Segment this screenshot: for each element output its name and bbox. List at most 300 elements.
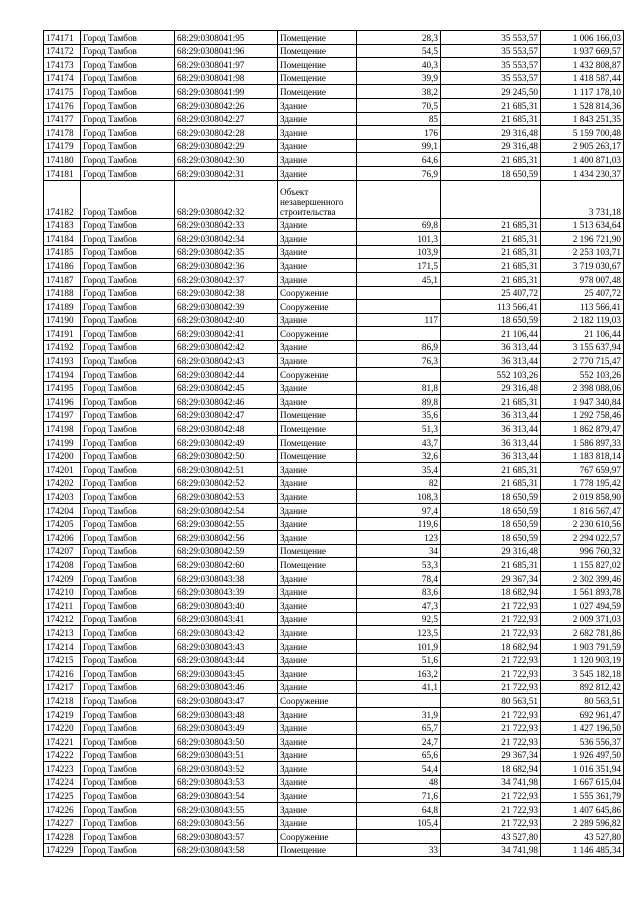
table-row [44, 735, 624, 749]
row-number-cell: 174193 [44, 354, 81, 368]
object-type-cell: Здание [278, 803, 357, 817]
cadastral-value-cell: 1 947 340,84 [541, 395, 624, 409]
area-cell: 101,9 [357, 639, 441, 653]
specific-value-cell: 18 682,94 [441, 585, 541, 599]
object-type-cell: Здание [278, 259, 357, 273]
area-cell: 123,5 [357, 626, 441, 640]
area-cell: 53,3 [357, 558, 441, 572]
cadastral-value-cell: 80 563,51 [541, 694, 624, 708]
locality-cell: Город Тамбов [81, 490, 175, 504]
area-cell: 97,4 [357, 504, 441, 518]
cadastral-number-cell: 68:29:0308042:41 [175, 327, 278, 341]
cadastral-number-cell: 68:29:0308042:59 [175, 544, 278, 558]
area-cell: 39,9 [357, 71, 441, 85]
locality-cell: Город Тамбов [81, 762, 175, 776]
cadastral-value-cell: 3 545 182,18 [541, 667, 624, 681]
cadastral-value-cell: 1 006 166,03 [541, 31, 624, 45]
area-cell: 40,3 [357, 58, 441, 72]
table-row [44, 830, 624, 844]
cadastral-value-cell: 113 566,41 [541, 300, 624, 314]
cadastral-number-cell: 68:29:0308042:48 [175, 422, 278, 436]
cadastral-number-cell: 68:29:0308042:52 [175, 476, 278, 490]
row-number-cell: 174205 [44, 517, 81, 531]
area-cell: 34 [357, 544, 441, 558]
cadastral-value-cell: 1 667 615,04 [541, 775, 624, 789]
locality-cell: Город Тамбов [81, 354, 175, 368]
locality-cell: Город Тамбов [81, 71, 175, 85]
locality-cell: Город Тамбов [81, 667, 175, 681]
cadastral-number-cell: 68:29:0308042:34 [175, 232, 278, 246]
cadastral-number-cell: 68:29:0308043:51 [175, 748, 278, 762]
row-number-cell: 174218 [44, 694, 81, 708]
table-row [44, 71, 624, 85]
cadastral-value-cell: 1 292 758,46 [541, 408, 624, 422]
cadastral-value-cell: 1 183 818,14 [541, 449, 624, 463]
row-number-cell: 174180 [44, 153, 81, 167]
row-number-cell: 174185 [44, 245, 81, 259]
cadastral-number-cell: 68:29:0308042:39 [175, 300, 278, 314]
object-type-cell: Здание [278, 626, 357, 640]
area-cell: 86,9 [357, 340, 441, 354]
cadastral-value-cell: 2 302 399,46 [541, 571, 624, 585]
row-number-cell: 174179 [44, 139, 81, 153]
cadastral-value-cell: 536 556,37 [541, 735, 624, 749]
locality-cell: Город Тамбов [81, 286, 175, 300]
table-row [44, 126, 624, 140]
locality-cell: Город Тамбов [81, 585, 175, 599]
object-type-cell: Здание [278, 340, 357, 354]
table-row [44, 180, 624, 218]
cadastral-number-cell: 68:29:0308043:46 [175, 680, 278, 694]
table-row [44, 762, 624, 776]
row-number-cell: 174221 [44, 735, 81, 749]
locality-cell: Город Тамбов [81, 408, 175, 422]
locality-cell: Город Тамбов [81, 112, 175, 126]
area-cell: 76,9 [357, 166, 441, 180]
area-cell: 64,6 [357, 153, 441, 167]
row-number-cell: 174209 [44, 571, 81, 585]
table-row [44, 476, 624, 490]
area-cell: 83,6 [357, 585, 441, 599]
object-type-cell: Помещение [278, 544, 357, 558]
cadastral-value-cell: 1 862 879,47 [541, 422, 624, 436]
object-type-cell: Здание [278, 272, 357, 286]
row-number-cell: 174171 [44, 31, 81, 45]
specific-value-cell: 21 685,31 [441, 98, 541, 112]
table-row [44, 153, 624, 167]
table-row [44, 31, 624, 45]
row-number-cell: 174211 [44, 599, 81, 613]
cadastral-value-cell: 2 009 371,03 [541, 612, 624, 626]
cadastral-value-cell: 892 812,42 [541, 680, 624, 694]
locality-cell: Город Тамбов [81, 218, 175, 232]
object-type-cell: Здание [278, 531, 357, 545]
cadastral-value-cell: 3 719 030,67 [541, 259, 624, 273]
area-cell: 64,8 [357, 803, 441, 817]
cadastral-value-cell: 2 253 103,71 [541, 245, 624, 259]
area-cell: 54,4 [357, 762, 441, 776]
object-type-cell: Здание [278, 599, 357, 613]
cadastral-value-cell: 21 106,44 [541, 327, 624, 341]
object-type-cell: Здание [278, 463, 357, 477]
cadastral-number-cell: 68:29:0308042:37 [175, 272, 278, 286]
locality-cell: Город Тамбов [81, 272, 175, 286]
object-type-cell: Здание [278, 735, 357, 749]
cadastral-number-cell: 68:29:0308042:38 [175, 286, 278, 300]
row-number-cell: 174190 [44, 313, 81, 327]
document-page [43, 30, 623, 857]
table-row [44, 44, 624, 58]
table-row [44, 98, 624, 112]
area-cell: 54,5 [357, 44, 441, 58]
cadastral-value-cell: 5 159 700,48 [541, 126, 624, 140]
specific-value-cell: 35 553,57 [441, 58, 541, 72]
specific-value-cell: 18 650,59 [441, 490, 541, 504]
cadastral-number-cell: 68:29:0308043:40 [175, 599, 278, 613]
object-type-cell: Здание [278, 680, 357, 694]
row-number-cell: 174227 [44, 816, 81, 830]
locality-cell: Город Тамбов [81, 395, 175, 409]
row-number-cell: 174191 [44, 327, 81, 341]
object-type-cell: Помещение [278, 436, 357, 450]
locality-cell: Город Тамбов [81, 843, 175, 857]
cadastral-number-cell: 68:29:0308043:43 [175, 639, 278, 653]
table-row [44, 408, 624, 422]
table-row [44, 58, 624, 72]
cadastral-value-cell: 2 905 263,17 [541, 139, 624, 153]
locality-cell: Город Тамбов [81, 830, 175, 844]
area-cell: 117 [357, 313, 441, 327]
specific-value-cell: 21 722,93 [441, 626, 541, 640]
row-number-cell: 174222 [44, 748, 81, 762]
row-number-cell: 174188 [44, 286, 81, 300]
row-number-cell: 174186 [44, 259, 81, 273]
table-row [44, 112, 624, 126]
row-number-cell: 174213 [44, 626, 81, 640]
row-number-cell: 174195 [44, 381, 81, 395]
locality-cell: Город Тамбов [81, 531, 175, 545]
row-number-cell: 174172 [44, 44, 81, 58]
table-row [44, 422, 624, 436]
specific-value-cell: 21 685,31 [441, 463, 541, 477]
row-number-cell: 174187 [44, 272, 81, 286]
specific-value-cell: 21 685,31 [441, 395, 541, 409]
locality-cell: Город Тамбов [81, 558, 175, 572]
specific-value-cell: 35 553,57 [441, 71, 541, 85]
row-number-cell: 174204 [44, 504, 81, 518]
object-type-cell: Здание [278, 139, 357, 153]
row-number-cell: 174196 [44, 395, 81, 409]
cadastral-value-cell: 2 398 088,06 [541, 381, 624, 395]
table-row [44, 449, 624, 463]
cadastral-value-cell: 1 778 195,42 [541, 476, 624, 490]
specific-value-cell: 21 722,93 [441, 735, 541, 749]
cadastral-number-cell: 68:29:0308042:43 [175, 354, 278, 368]
specific-value-cell: 29 367,34 [441, 571, 541, 585]
area-cell: 78,4 [357, 571, 441, 585]
cadastral-number-cell: 68:29:0308042:54 [175, 504, 278, 518]
cadastral-value-table [43, 30, 624, 857]
locality-cell: Город Тамбов [81, 721, 175, 735]
locality-cell: Город Тамбов [81, 381, 175, 395]
table-row [44, 680, 624, 694]
cadastral-value-cell: 2 019 858,90 [541, 490, 624, 504]
locality-cell: Город Тамбов [81, 422, 175, 436]
table-row [44, 272, 624, 286]
cadastral-number-cell: 68:29:0308043:41 [175, 612, 278, 626]
cadastral-value-cell: 1 427 196,50 [541, 721, 624, 735]
locality-cell: Город Тамбов [81, 517, 175, 531]
area-cell: 41,1 [357, 680, 441, 694]
row-number-cell: 174217 [44, 680, 81, 694]
locality-cell: Город Тамбов [81, 436, 175, 450]
table-row [44, 694, 624, 708]
locality-cell: Город Тамбов [81, 449, 175, 463]
area-cell: 123 [357, 531, 441, 545]
object-type-cell: Здание [278, 571, 357, 585]
locality-cell: Город Тамбов [81, 789, 175, 803]
specific-value-cell: 18 650,59 [441, 313, 541, 327]
locality-cell: Город Тамбов [81, 775, 175, 789]
locality-cell: Город Тамбов [81, 571, 175, 585]
locality-cell: Город Тамбов [81, 803, 175, 817]
table-row [44, 300, 624, 314]
locality-cell: Город Тамбов [81, 368, 175, 382]
row-number-cell: 174223 [44, 762, 81, 776]
cadastral-value-cell: 1 120 903,19 [541, 653, 624, 667]
cadastral-value-cell: 2 770 715,47 [541, 354, 624, 368]
cadastral-number-cell: 68:29:0308041:97 [175, 58, 278, 72]
object-type-cell: Здание [278, 585, 357, 599]
locality-cell: Город Тамбов [81, 748, 175, 762]
specific-value-cell: 21 722,93 [441, 667, 541, 681]
specific-value-cell: 29 245,50 [441, 85, 541, 99]
table-row [44, 436, 624, 450]
cadastral-number-cell: 68:29:0308042:27 [175, 112, 278, 126]
table-row [44, 775, 624, 789]
locality-cell: Город Тамбов [81, 232, 175, 246]
row-number-cell: 174199 [44, 436, 81, 450]
area-cell: 69,8 [357, 218, 441, 232]
cadastral-number-cell: 68:29:0308042:46 [175, 395, 278, 409]
cadastral-value-cell: 1 146 485,34 [541, 843, 624, 857]
cadastral-value-cell: 1 926 497,50 [541, 748, 624, 762]
cadastral-value-cell: 2 289 596,82 [541, 816, 624, 830]
object-type-cell: Помещение [278, 422, 357, 436]
table-row [44, 816, 624, 830]
specific-value-cell: 29 316,48 [441, 139, 541, 153]
cadastral-number-cell: 68:29:0308042:49 [175, 436, 278, 450]
object-type-cell: Помещение [278, 58, 357, 72]
locality-cell: Город Тамбов [81, 44, 175, 58]
specific-value-cell: 21 685,31 [441, 476, 541, 490]
cadastral-number-cell: 68:29:0308041:98 [175, 71, 278, 85]
table-row [44, 166, 624, 180]
object-type-cell: Здание [278, 245, 357, 259]
cadastral-number-cell: 68:29:0308043:54 [175, 789, 278, 803]
locality-cell: Город Тамбов [81, 612, 175, 626]
specific-value-cell: 18 650,59 [441, 531, 541, 545]
cadastral-value-cell: 2 230 610,56 [541, 517, 624, 531]
specific-value-cell: 113 566,41 [441, 300, 541, 314]
area-cell [357, 830, 441, 844]
object-type-cell: Помещение [278, 408, 357, 422]
object-type-cell: Объект незавершенного строительства [278, 180, 357, 218]
cadastral-number-cell: 68:29:0308043:50 [175, 735, 278, 749]
cadastral-value-cell: 1 027 494,59 [541, 599, 624, 613]
cadastral-number-cell: 68:29:0308042:44 [175, 368, 278, 382]
specific-value-cell: 21 685,31 [441, 112, 541, 126]
table-row [44, 612, 624, 626]
table-row [44, 85, 624, 99]
object-type-cell: Здание [278, 218, 357, 232]
area-cell [357, 300, 441, 314]
row-number-cell: 174184 [44, 232, 81, 246]
cadastral-value-cell: 1 418 587,44 [541, 71, 624, 85]
locality-cell: Город Тамбов [81, 599, 175, 613]
cadastral-number-cell: 68:29:0308042:60 [175, 558, 278, 572]
locality-cell: Город Тамбов [81, 504, 175, 518]
area-cell: 47,3 [357, 599, 441, 613]
specific-value-cell: 21 722,93 [441, 707, 541, 721]
object-type-cell: Здание [278, 490, 357, 504]
row-number-cell: 174225 [44, 789, 81, 803]
locality-cell: Город Тамбов [81, 153, 175, 167]
cadastral-number-cell: 68:29:0308042:42 [175, 340, 278, 354]
cadastral-number-cell: 68:29:0308043:52 [175, 762, 278, 776]
table-row [44, 368, 624, 382]
specific-value-cell: 29 316,48 [441, 381, 541, 395]
cadastral-value-cell: 1 432 808,87 [541, 58, 624, 72]
specific-value-cell: 36 313,44 [441, 354, 541, 368]
table-row [44, 531, 624, 545]
table-row [44, 504, 624, 518]
area-cell: 108,3 [357, 490, 441, 504]
area-cell: 171,5 [357, 259, 441, 273]
table-row [44, 381, 624, 395]
locality-cell: Город Тамбов [81, 85, 175, 99]
row-number-cell: 174197 [44, 408, 81, 422]
row-number-cell: 174212 [44, 612, 81, 626]
cadastral-value-cell: 1 016 351,94 [541, 762, 624, 776]
locality-cell: Город Тамбов [81, 626, 175, 640]
area-cell: 76,3 [357, 354, 441, 368]
object-type-cell: Здание [278, 789, 357, 803]
row-number-cell: 174202 [44, 476, 81, 490]
cadastral-value-cell: 1 407 645,86 [541, 803, 624, 817]
specific-value-cell: 21 722,93 [441, 803, 541, 817]
object-type-cell: Помещение [278, 843, 357, 857]
locality-cell: Город Тамбов [81, 653, 175, 667]
row-number-cell: 174216 [44, 667, 81, 681]
table-row [44, 544, 624, 558]
cadastral-number-cell: 68:29:0308042:29 [175, 139, 278, 153]
area-cell: 48 [357, 775, 441, 789]
row-number-cell: 174175 [44, 85, 81, 99]
table-row [44, 232, 624, 246]
object-type-cell: Здание [278, 232, 357, 246]
row-number-cell: 174173 [44, 58, 81, 72]
specific-value-cell: 18 650,59 [441, 517, 541, 531]
row-number-cell: 174206 [44, 531, 81, 545]
specific-value-cell: 21 722,93 [441, 680, 541, 694]
cadastral-number-cell: 68:29:0308043:45 [175, 667, 278, 681]
cadastral-value-cell: 2 196 721,90 [541, 232, 624, 246]
row-number-cell: 174210 [44, 585, 81, 599]
cadastral-value-cell: 1 434 230,37 [541, 166, 624, 180]
object-type-cell: Здание [278, 667, 357, 681]
specific-value-cell: 29 316,48 [441, 544, 541, 558]
specific-value-cell: 18 650,59 [441, 166, 541, 180]
object-type-cell: Помещение [278, 85, 357, 99]
table-row [44, 463, 624, 477]
area-cell: 105,4 [357, 816, 441, 830]
area-cell: 92,5 [357, 612, 441, 626]
specific-value-cell: 21 722,93 [441, 816, 541, 830]
cadastral-number-cell: 68:29:0308043:56 [175, 816, 278, 830]
table-row [44, 789, 624, 803]
row-number-cell: 174224 [44, 775, 81, 789]
table-row [44, 707, 624, 721]
specific-value-cell: 36 313,44 [441, 340, 541, 354]
object-type-cell: Здание [278, 517, 357, 531]
locality-cell: Город Тамбов [81, 680, 175, 694]
row-number-cell: 174207 [44, 544, 81, 558]
object-type-cell: Здание [278, 504, 357, 518]
object-type-cell: Сооружение [278, 300, 357, 314]
cadastral-number-cell: 68:29:0308042:51 [175, 463, 278, 477]
cadastral-value-cell: 2 294 022,57 [541, 531, 624, 545]
specific-value-cell: 552 103,26 [441, 368, 541, 382]
table-row [44, 139, 624, 153]
cadastral-value-cell: 1 528 814,36 [541, 98, 624, 112]
area-cell: 33 [357, 843, 441, 857]
table-row [44, 571, 624, 585]
table-row [44, 245, 624, 259]
row-number-cell: 174203 [44, 490, 81, 504]
row-number-cell: 174181 [44, 166, 81, 180]
area-cell: 103,9 [357, 245, 441, 259]
locality-cell: Город Тамбов [81, 126, 175, 140]
cadastral-number-cell: 68:29:0308042:53 [175, 490, 278, 504]
specific-value-cell: 21 722,93 [441, 653, 541, 667]
locality-cell: Город Тамбов [81, 245, 175, 259]
cadastral-value-cell: 1 117 178,10 [541, 85, 624, 99]
specific-value-cell: 18 682,94 [441, 639, 541, 653]
table-row [44, 286, 624, 300]
table-row [44, 354, 624, 368]
area-cell: 35,4 [357, 463, 441, 477]
locality-cell: Город Тамбов [81, 816, 175, 830]
object-type-cell: Помещение [278, 558, 357, 572]
locality-cell: Город Тамбов [81, 139, 175, 153]
row-number-cell: 174226 [44, 803, 81, 817]
cadastral-value-cell: 3 155 637,94 [541, 340, 624, 354]
cadastral-value-cell: 1 561 893,78 [541, 585, 624, 599]
cadastral-number-cell: 68:29:0308043:58 [175, 843, 278, 857]
cadastral-value-cell: 2 682 781,86 [541, 626, 624, 640]
locality-cell: Город Тамбов [81, 707, 175, 721]
cadastral-value-cell: 978 007,48 [541, 272, 624, 286]
specific-value-cell: 25 407,72 [441, 286, 541, 300]
cadastral-number-cell: 68:29:0308042:32 [175, 180, 278, 218]
cadastral-number-cell: 68:29:0308042:40 [175, 313, 278, 327]
area-cell: 82 [357, 476, 441, 490]
object-type-cell: Здание [278, 112, 357, 126]
cadastral-number-cell: 68:29:0308041:99 [175, 85, 278, 99]
area-cell: 119,6 [357, 517, 441, 531]
cadastral-number-cell: 68:29:0308042:31 [175, 166, 278, 180]
